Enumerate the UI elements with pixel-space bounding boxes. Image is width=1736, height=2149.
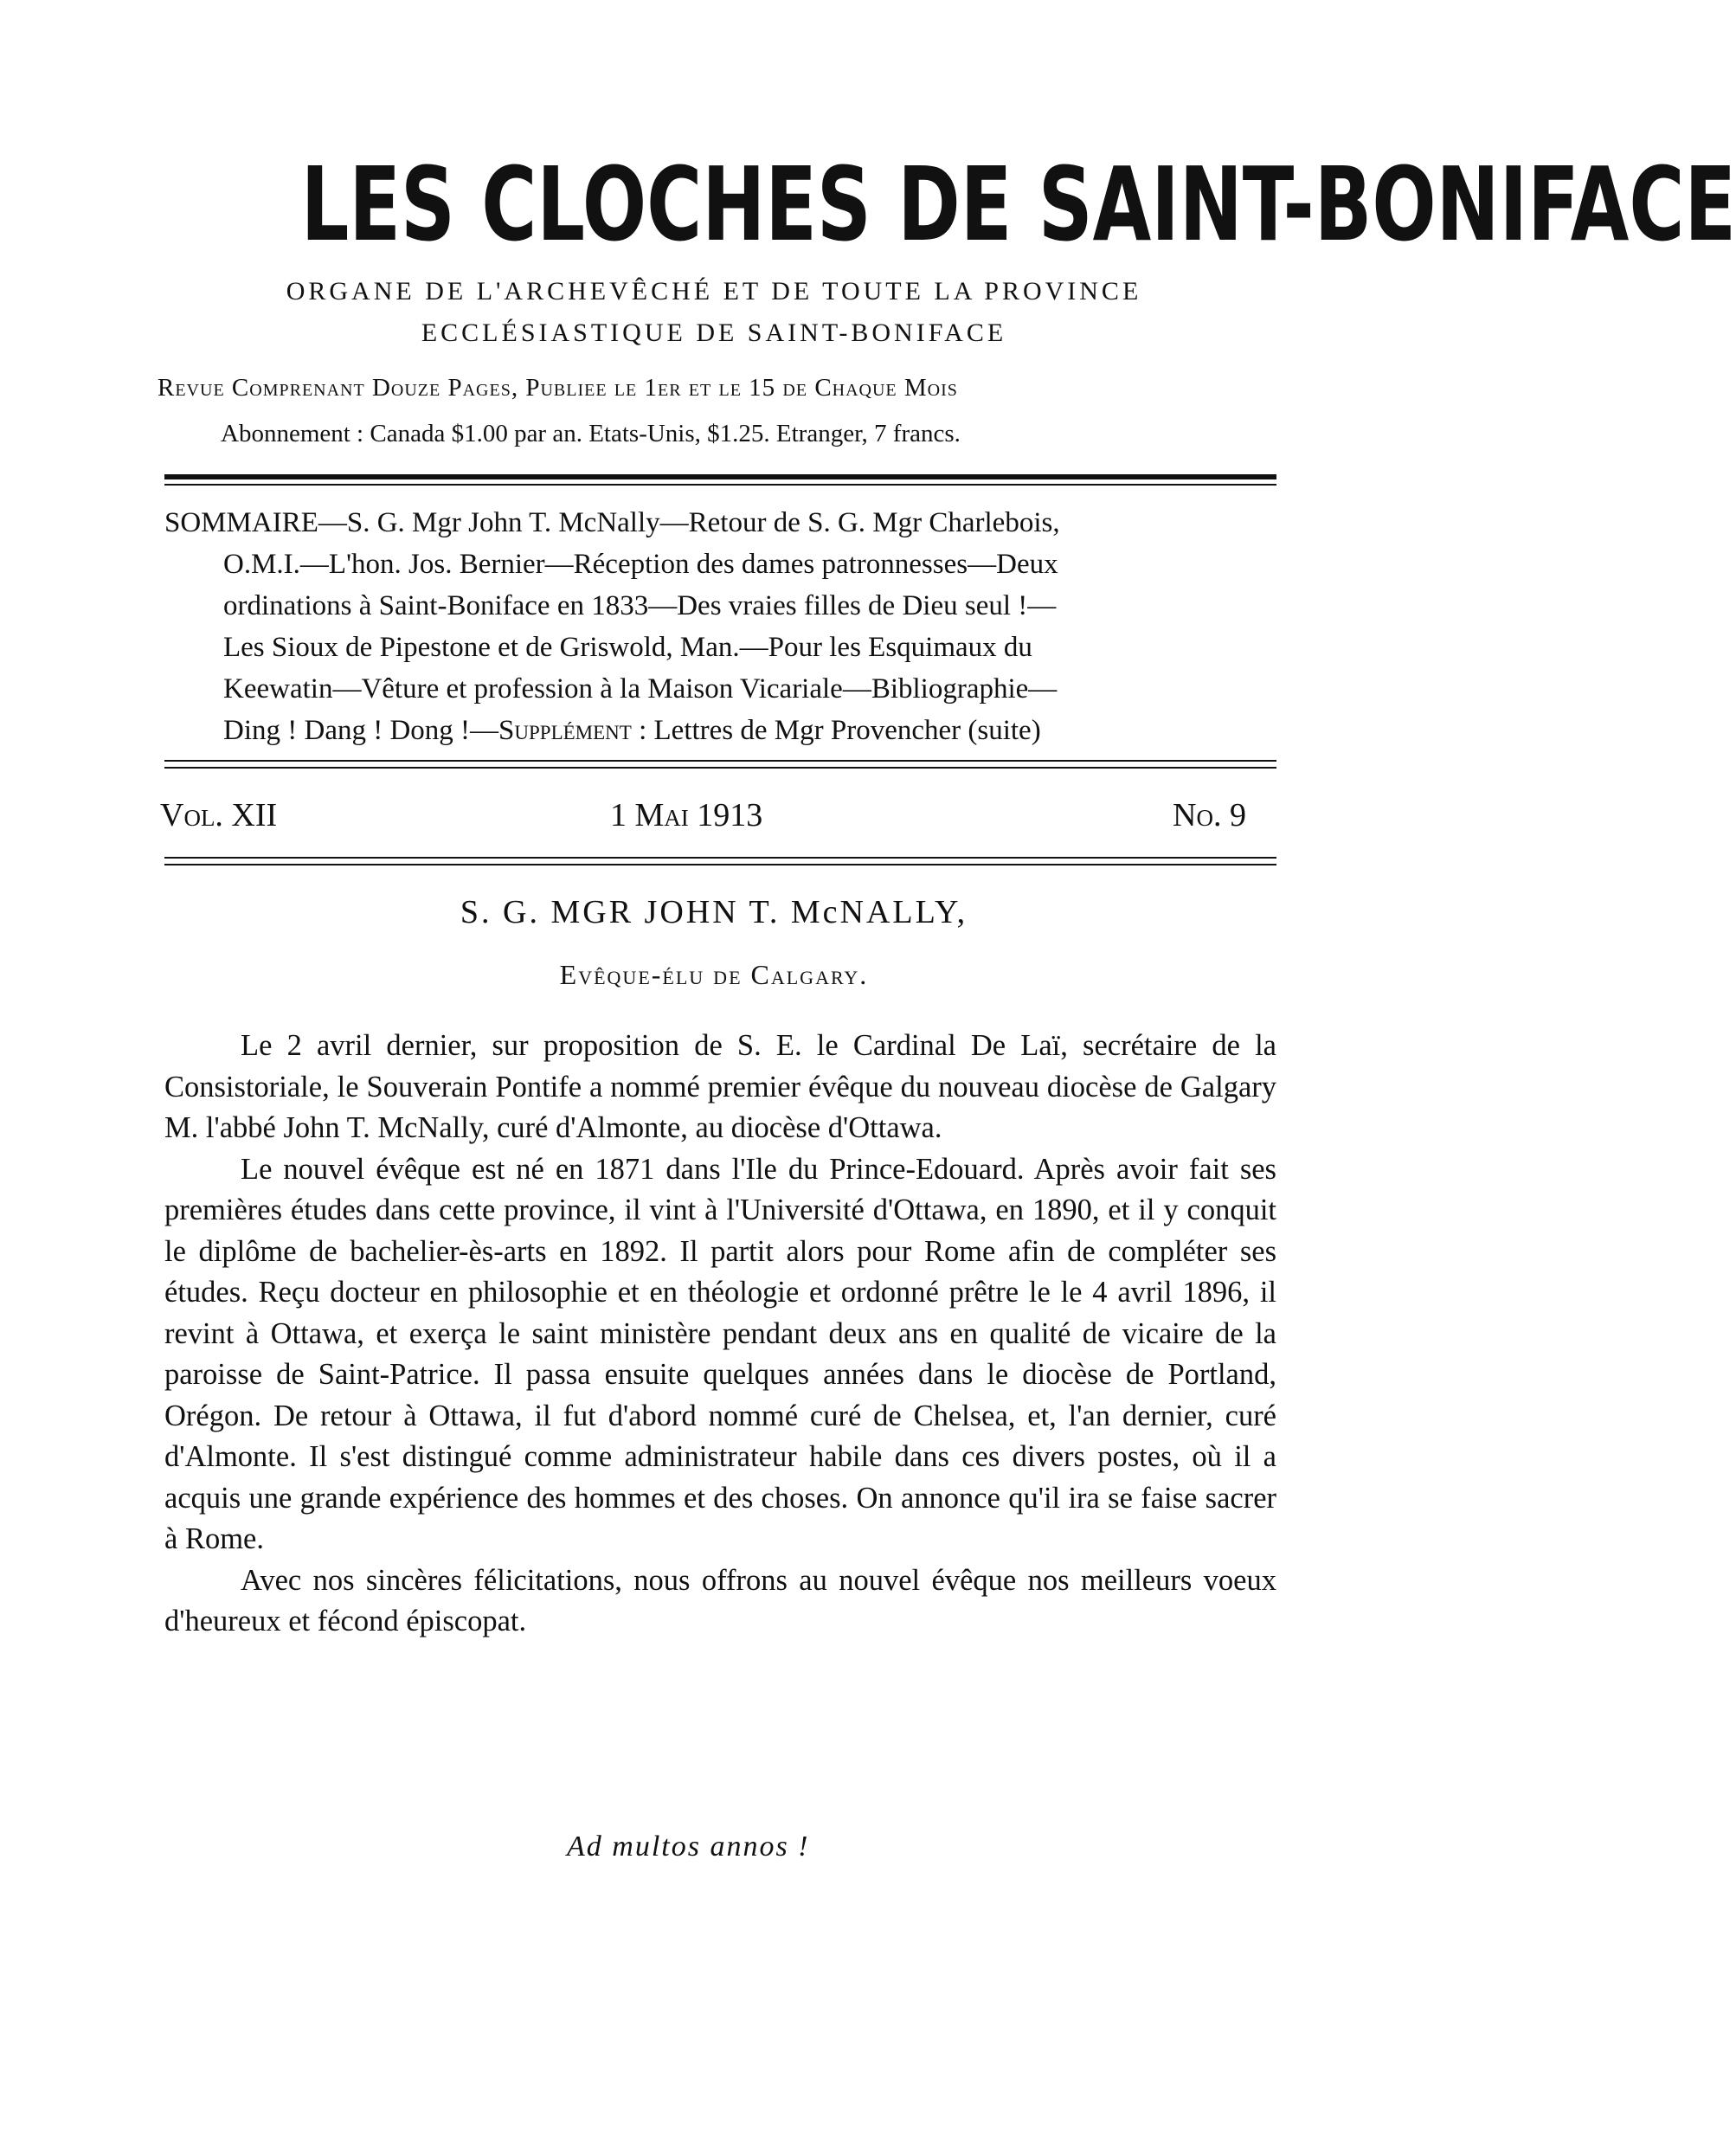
toc-supplement-label: Supplément bbox=[498, 715, 632, 746]
article-paragraph: Le nouvel évêque est né en 1871 dans l'Ile du Prince-Edouard. Après avoir fait ses premières études dans cette province, il vint à l'Université d'Ottawa, en 1890, et il y conquit le diplôme de bachelier-ès-arts en 1892. Il partit alors pour Rome afin de compléter ses études. Reçu docteur en philosophie et en théologie et ordonné prêtre le le 4 avril 1896, il revint à Ottawa, et exerça le saint ministère pendant deux ans en qualité de vicaire de la paroisse de Saint-Patrice. Il passa ensuite quelques années dans le diocèse de Portland, Orégon. De retour à Ottawa, il fut d'abord nommé curé de Chelsea, et, l'an dernier, curé d'Almonte. Il s'est distingué comme administrateur habile dans ces divers postes, où il a acquis une grande expérience des hommes et des choses. On annonce qu'il ira se faise sacrer à Rome. bbox=[164, 1152, 1276, 1555]
article-closing: Ad multos annos ! bbox=[567, 1831, 810, 1863]
volume-number: Vol. XII bbox=[160, 797, 278, 833]
toc-line: SOMMAIRE—S. G. Mgr John T. McNally—Retour de S. G. Mgr Charlebois, bbox=[164, 507, 1060, 538]
issue-divider-bottom-1 bbox=[164, 857, 1276, 859]
issue-divider-top-1 bbox=[164, 760, 1276, 762]
masthead-title: LES CLOCHES DE SAINT-BONIFACE bbox=[300, 145, 1736, 264]
masthead-subtitle-line1: ORGANE DE L'ARCHEVÊCHÉ ET DE TOUTE LA PROVINCE bbox=[286, 277, 1142, 306]
toc-last-start: Ding ! Dang ! Dong !— bbox=[223, 715, 499, 746]
article-title: S. G. MGR JOHN T. McNALLY, bbox=[460, 894, 968, 930]
article-body bbox=[164, 1026, 1276, 1643]
article-paragraph: Avec nos sincères félicitations, nous offrons au nouvel évêque nos meilleurs voeux d'heureux et fécond épiscopat. bbox=[164, 1563, 1276, 1637]
toc-line: O.M.I.—L'hon. Jos. Bernier—Réception des dames patronnesses—Deux bbox=[223, 549, 1058, 580]
header-divider-thin bbox=[164, 484, 1276, 486]
toc-line: ordinations à Saint-Boniface en 1833—Des vraies filles de Dieu seul !— bbox=[223, 590, 1057, 621]
subscription-info: Abonnement : Canada $1.00 par an. Etats-Unis, $1.25. Etranger, 7 francs. bbox=[221, 420, 961, 447]
toc-last-end: : Lettres de Mgr Provencher (suite) bbox=[631, 715, 1041, 746]
article-paragraph: Le 2 avril dernier, sur proposition de S. E. le Cardinal De Laï, secrétaire de la Consistoriale, le Souverain Pontife a nommé premier évêque du nouveau diocèse de Galgary M. l'abbé John T. McNally, curé d'Almonte, au diocèse d'Ottawa. bbox=[164, 1029, 1276, 1144]
header-divider-thick bbox=[164, 474, 1276, 479]
publication-info: Revue Comprenant Douze Pages, Publiee le 1er et le 15 de Chaque Mois bbox=[158, 374, 958, 402]
issue-date: 1 Mai 1913 bbox=[610, 797, 763, 833]
issue-divider-bottom-2 bbox=[164, 864, 1276, 865]
toc-line: Les Sioux de Pipestone et de Griswold, Man.—Pour les Esquimaux du bbox=[223, 632, 1032, 663]
toc-line-last bbox=[164, 710, 1281, 751]
masthead-subtitle-line2: ECCLÉSIASTIQUE DE SAINT-BONIFACE bbox=[421, 318, 1007, 347]
issue-info bbox=[160, 796, 1276, 840]
article-subtitle: Evêque-élu de Calgary. bbox=[559, 959, 869, 990]
table-of-contents bbox=[164, 502, 1281, 751]
issue-number: No. 9 bbox=[1173, 797, 1246, 833]
toc-line: Keewatin—Vêture et profession à la Maison Vicariale—Bibliographie— bbox=[223, 673, 1058, 705]
issue-divider-top-2 bbox=[164, 767, 1276, 769]
